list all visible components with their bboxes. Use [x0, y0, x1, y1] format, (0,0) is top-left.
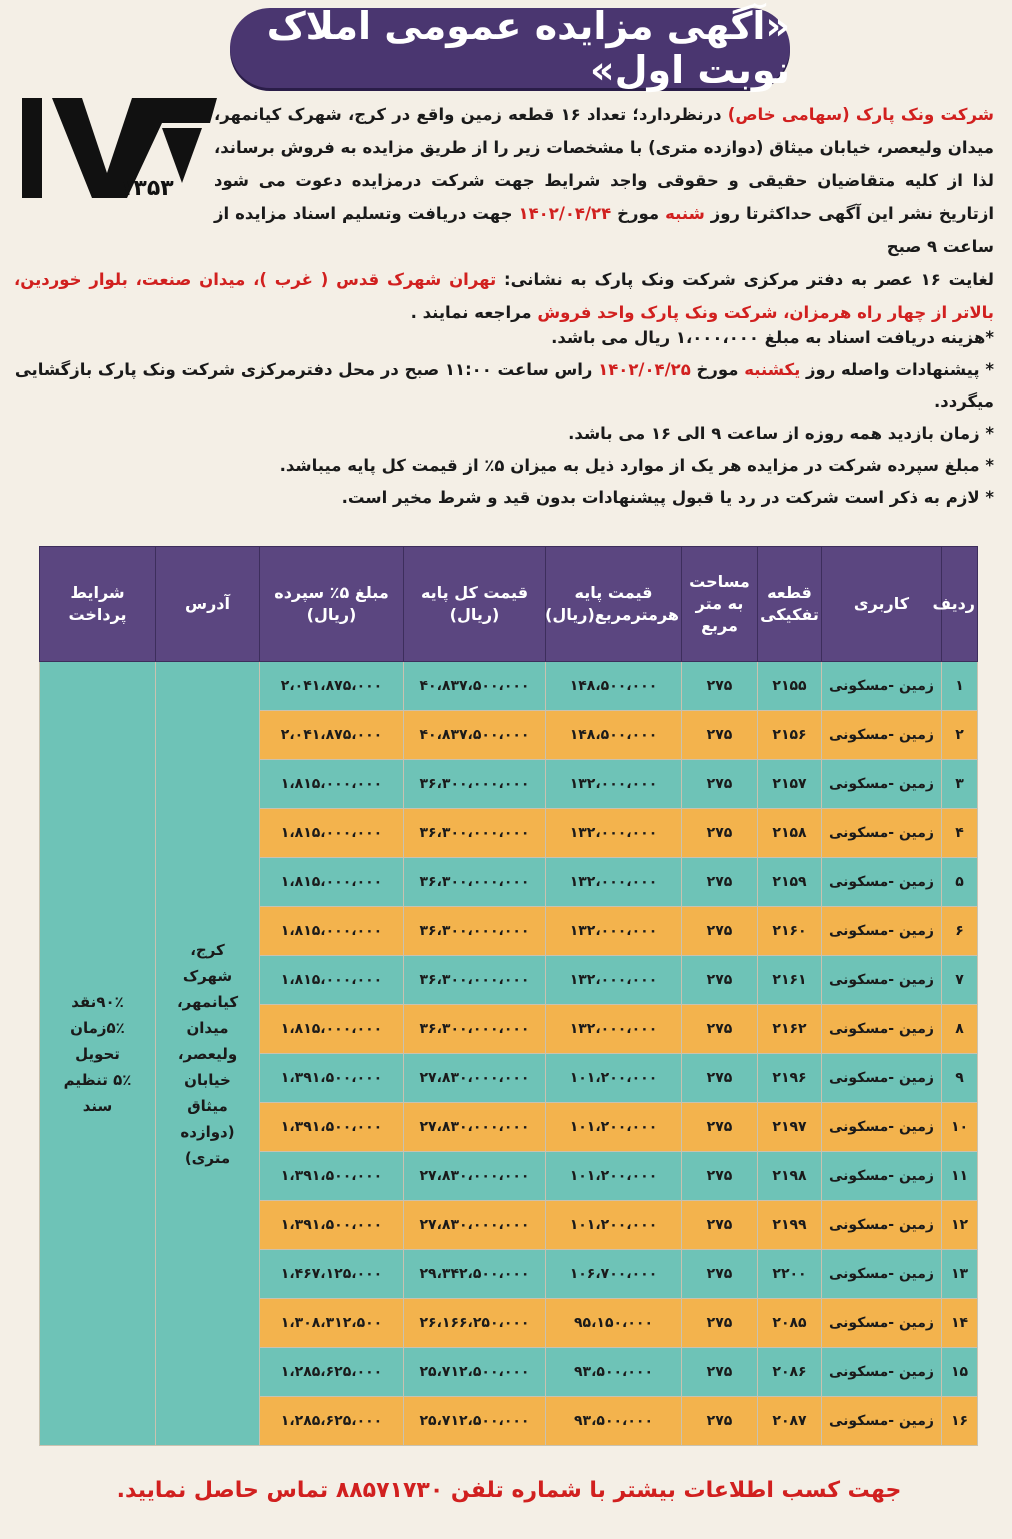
- total-price-cell: ۲۷،۸۳۰،۰۰۰،۰۰۰: [404, 1054, 546, 1103]
- usage-cell: زمین -مسکونی: [822, 1397, 942, 1446]
- deposit-cell: ۱،۸۱۵،۰۰۰،۰۰۰: [260, 956, 404, 1005]
- base-price-cell: ۱۴۸،۵۰۰،۰۰۰: [546, 662, 682, 711]
- company-logo: [12, 88, 222, 208]
- total-price-cell: ۳۶،۳۰۰،۰۰۰،۰۰۰: [404, 760, 546, 809]
- area-cell: ۲۷۵: [682, 1054, 758, 1103]
- deposit-cell: ۱،۳۹۱،۵۰۰،۰۰۰: [260, 1103, 404, 1152]
- deposit-cell: ۱،۳۹۱،۵۰۰،۰۰۰: [260, 1201, 404, 1250]
- auction-table-wrap: [40, 546, 978, 1472]
- usage-cell: زمین -مسکونی: [822, 1299, 942, 1348]
- plot-cell: ۲۱۹۹: [758, 1201, 822, 1250]
- base-price-cell: ۱۰۱،۲۰۰،۰۰۰: [546, 1103, 682, 1152]
- base-price-cell: ۱۳۲،۰۰۰،۰۰۰: [546, 1005, 682, 1054]
- base-price-cell: ۱۳۲،۰۰۰،۰۰۰: [546, 858, 682, 907]
- deposit-cell: ۱،۸۱۵،۰۰۰،۰۰۰: [260, 907, 404, 956]
- header-total-price: قیمت کل پایه (ریال): [404, 547, 546, 662]
- row-number: ۶: [942, 907, 978, 956]
- area-cell: ۲۷۵: [682, 858, 758, 907]
- row-number: ۹: [942, 1054, 978, 1103]
- base-price-cell: ۱۳۲،۰۰۰،۰۰۰: [546, 809, 682, 858]
- deposit-cell: ۱،۸۱۵،۰۰۰،۰۰۰: [260, 1005, 404, 1054]
- footer-contact: جهت کسب اطلاعات بیشتر با شماره تلفن ۸۸۵۷۱۷۳۰ تماس حاصل نمایید.: [116, 1478, 902, 1503]
- opening-date: ۱۴۰۲/۰۴/۲۵: [598, 360, 691, 379]
- total-price-cell: ۳۶،۳۰۰،۰۰۰،۰۰۰: [404, 956, 546, 1005]
- header-plot: قطعه تفکیکی: [758, 547, 822, 662]
- plot-cell: ۲۱۹۸: [758, 1152, 822, 1201]
- deadline-day: شنبه: [665, 204, 705, 223]
- header-address: آدرس: [156, 547, 260, 662]
- deposit-cell: ۱،۸۱۵،۰۰۰،۰۰۰: [260, 809, 404, 858]
- base-price-cell: ۱۰۱،۲۰۰،۰۰۰: [546, 1152, 682, 1201]
- base-price-cell: ۱۳۲،۰۰۰،۰۰۰: [546, 760, 682, 809]
- payment-terms-cell: ۹۰٪نقد ۵٪زمان تحویل ۵٪ تنظیم سند: [40, 662, 156, 1446]
- page-title: «آگهی مزایده عمومی املاک نوبت اول»: [266, 4, 790, 92]
- office-address: تهران شهرک قدس ( غرب )، میدان صنعت، بلوار خوردین، بالاتر از چهار راه هرمزان، شرکت ونک پارک واحد فروش: [14, 270, 994, 322]
- plot-cell: ۲۱۵۶: [758, 711, 822, 760]
- total-price-cell: ۴۰،۸۳۷،۵۰۰،۰۰۰: [404, 711, 546, 760]
- row-number: ۸: [942, 1005, 978, 1054]
- plot-cell: ۲۱۵۷: [758, 760, 822, 809]
- usage-cell: زمین -مسکونی: [822, 956, 942, 1005]
- area-cell: ۲۷۵: [682, 1005, 758, 1054]
- usage-cell: زمین -مسکونی: [822, 1201, 942, 1250]
- table-row: [40, 662, 978, 711]
- total-price-cell: ۳۶،۳۰۰،۰۰۰،۰۰۰: [404, 907, 546, 956]
- plot-cell: ۲۱۹۶: [758, 1054, 822, 1103]
- total-price-cell: ۳۶،۳۰۰،۰۰۰،۰۰۰: [404, 858, 546, 907]
- company-name: شرکت ونک پارک (سهامی خاص): [727, 105, 994, 124]
- address-cell: کرج، شهرک کیانمهر، میدان ولیعصر، خیابان میثاق (دوازده متری): [156, 662, 260, 1446]
- base-price-cell: ۹۳،۵۰۰،۰۰۰: [546, 1348, 682, 1397]
- usage-cell: زمین -مسکونی: [822, 1348, 942, 1397]
- row-number: ۱۴: [942, 1299, 978, 1348]
- base-price-cell: ۱۳۲،۰۰۰،۰۰۰: [546, 956, 682, 1005]
- plot-cell: ۲۱۶۱: [758, 956, 822, 1005]
- note-opening-text-b: مورخ: [690, 360, 745, 379]
- deposit-cell: ۱،۳۰۸،۳۱۲،۵۰۰: [260, 1299, 404, 1348]
- plot-cell: ۲۰۸۷: [758, 1397, 822, 1446]
- area-cell: ۲۷۵: [682, 1152, 758, 1201]
- intro-paragraph: [214, 98, 994, 263]
- area-cell: ۲۷۵: [682, 711, 758, 760]
- deposit-cell: ۱،۲۸۵،۶۲۵،۰۰۰: [260, 1348, 404, 1397]
- plot-cell: ۲۱۶۲: [758, 1005, 822, 1054]
- base-price-cell: ۱۴۸،۵۰۰،۰۰۰: [546, 711, 682, 760]
- total-price-cell: ۲۶،۱۶۶،۲۵۰،۰۰۰: [404, 1299, 546, 1348]
- row-number: ۱۳: [942, 1250, 978, 1299]
- intro-text-4: لغایت ۱۶ عصر به دفتر مرکزی شرکت ونک پارک به نشانی:: [496, 270, 994, 289]
- area-cell: ۲۷۵: [682, 1103, 758, 1152]
- row-number: ۳: [942, 760, 978, 809]
- title-banner: [230, 4, 790, 92]
- row-number: ۷: [942, 956, 978, 1005]
- row-number: ۱۱: [942, 1152, 978, 1201]
- intro-text-1: درنظردارد؛ تعداد ۱۶ قطعه زمین واقع در کرج، شهرک کیانمهر، میدان ولیعصر، خیابان میثاق (دوازده متری) با مشخصات زیر را از طریق مزایده به فروش برساند، لذا از کلیه متقاضیان حقیقی و حقوقی واجد شرایط جهت شرکت درمزایده دعوت می شود ازتاریخ نشر این آگهی حداکثرتا روز: [214, 105, 994, 223]
- row-number: ۱۶: [942, 1397, 978, 1446]
- usage-cell: زمین -مسکونی: [822, 1103, 942, 1152]
- area-cell: ۲۷۵: [682, 1250, 758, 1299]
- base-price-cell: ۱۰۶،۷۰۰،۰۰۰: [546, 1250, 682, 1299]
- plot-cell: ۲۱۵۸: [758, 809, 822, 858]
- total-price-cell: ۴۰،۸۳۷،۵۰۰،۰۰۰: [404, 662, 546, 711]
- note-opening-text-c: راس ساعت ۱۱:۰۰ صبح در محل دفترمرکزی شرکت ونک پارک بازگشایی میگردد.: [14, 360, 994, 411]
- plot-cell: ۲۱۶۰: [758, 907, 822, 956]
- row-number: ۱: [942, 662, 978, 711]
- note-fee: *هزینه دریافت اسناد به مبلغ ۱،۰۰۰،۰۰۰ ریال می باشد.: [551, 328, 994, 347]
- total-price-cell: ۲۷،۸۳۰،۰۰۰،۰۰۰: [404, 1103, 546, 1152]
- area-cell: ۲۷۵: [682, 1201, 758, 1250]
- plot-cell: ۲۰۸۵: [758, 1299, 822, 1348]
- area-cell: ۲۷۵: [682, 956, 758, 1005]
- plot-cell: ۲۲۰۰: [758, 1250, 822, 1299]
- note-deposit: * مبلغ سپرده شرکت در مزایده هر یک از موارد ذیل به میزان ۵٪ از قیمت کل پایه میباشد.: [279, 456, 994, 475]
- plot-cell: ۲۰۸۶: [758, 1348, 822, 1397]
- total-price-cell: ۲۵،۷۱۲،۵۰۰،۰۰۰: [404, 1397, 546, 1446]
- table-body: [40, 662, 978, 1446]
- note-opening: [14, 354, 994, 418]
- row-number: ۱۵: [942, 1348, 978, 1397]
- logo-year: ۱۳۵۳: [120, 176, 174, 201]
- notes-list: [14, 322, 994, 514]
- plot-cell: ۲۱۹۷: [758, 1103, 822, 1152]
- area-cell: ۲۷۵: [682, 662, 758, 711]
- total-price-cell: ۲۷،۸۳۰،۰۰۰،۰۰۰: [404, 1201, 546, 1250]
- header-deposit: مبلغ ۵٪ سپرده (ریال): [260, 547, 404, 662]
- total-price-cell: ۳۶،۳۰۰،۰۰۰،۰۰۰: [404, 809, 546, 858]
- deposit-cell: ۲،۰۴۱،۸۷۵،۰۰۰: [260, 711, 404, 760]
- usage-cell: زمین -مسکونی: [822, 662, 942, 711]
- total-price-cell: ۲۵،۷۱۲،۵۰۰،۰۰۰: [404, 1348, 546, 1397]
- header-row-number: ردیف: [942, 547, 978, 662]
- deposit-cell: ۱،۲۸۵،۶۲۵،۰۰۰: [260, 1397, 404, 1446]
- base-price-cell: ۹۳،۵۰۰،۰۰۰: [546, 1397, 682, 1446]
- plot-cell: ۲۱۵۵: [758, 662, 822, 711]
- row-number: ۵: [942, 858, 978, 907]
- usage-cell: زمین -مسکونی: [822, 1005, 942, 1054]
- intro-text-2: مورخ: [611, 204, 666, 223]
- note-rights: * لازم به ذکر است شرکت در رد یا قبول پیشنهادات بدون قید و شرط مخیر است.: [341, 488, 994, 507]
- usage-cell: زمین -مسکونی: [822, 809, 942, 858]
- total-price-cell: ۲۹،۳۴۲،۵۰۰،۰۰۰: [404, 1250, 546, 1299]
- row-number: ۲: [942, 711, 978, 760]
- deposit-cell: ۱،۴۶۷،۱۲۵،۰۰۰: [260, 1250, 404, 1299]
- header-usage: کاربری: [822, 547, 942, 662]
- intro-text-5: مراجعه نمایند .: [410, 303, 538, 322]
- usage-cell: زمین -مسکونی: [822, 1054, 942, 1103]
- area-cell: ۲۷۵: [682, 907, 758, 956]
- header-area: مساحت به متر مربع: [682, 547, 758, 662]
- row-number: ۴: [942, 809, 978, 858]
- deposit-cell: ۱،۸۱۵،۰۰۰،۰۰۰: [260, 858, 404, 907]
- row-number: ۱۰: [942, 1103, 978, 1152]
- deposit-cell: ۱،۳۹۱،۵۰۰،۰۰۰: [260, 1054, 404, 1103]
- usage-cell: زمین -مسکونی: [822, 760, 942, 809]
- note-visit: * زمان بازدید همه روزه از ساعت ۹ الی ۱۶ می باشد.: [568, 424, 994, 443]
- base-price-cell: ۱۳۲،۰۰۰،۰۰۰: [546, 907, 682, 956]
- deposit-cell: ۱،۸۱۵،۰۰۰،۰۰۰: [260, 760, 404, 809]
- row-number: ۱۲: [942, 1201, 978, 1250]
- header-base-price: قیمت پایه هرمترمربع(ریال): [546, 547, 682, 662]
- usage-cell: زمین -مسکونی: [822, 1152, 942, 1201]
- total-price-cell: ۲۷،۸۳۰،۰۰۰،۰۰۰: [404, 1152, 546, 1201]
- note-opening-text-a: * پیشنهادات واصله روز: [800, 360, 994, 379]
- usage-cell: زمین -مسکونی: [822, 907, 942, 956]
- intro-text-3: جهت دریافت وتسلیم اسناد مزایده از ساعت ۹ صبح: [214, 204, 994, 256]
- deadline-date: ۱۴۰۲/۰۴/۲۴: [518, 204, 612, 223]
- base-price-cell: ۱۰۱،۲۰۰،۰۰۰: [546, 1054, 682, 1103]
- area-cell: ۲۷۵: [682, 809, 758, 858]
- plot-cell: ۲۱۵۹: [758, 858, 822, 907]
- area-cell: ۲۷۵: [682, 760, 758, 809]
- header-payment: شرایط پرداخت: [40, 547, 156, 662]
- deposit-cell: ۱،۳۹۱،۵۰۰،۰۰۰: [260, 1152, 404, 1201]
- usage-cell: زمین -مسکونی: [822, 1250, 942, 1299]
- area-cell: ۲۷۵: [682, 1397, 758, 1446]
- usage-cell: زمین -مسکونی: [822, 711, 942, 760]
- area-cell: ۲۷۵: [682, 1348, 758, 1397]
- base-price-cell: ۹۵،۱۵۰،۰۰۰: [546, 1299, 682, 1348]
- area-cell: ۲۷۵: [682, 1299, 758, 1348]
- intro-address-paragraph: [14, 263, 994, 329]
- usage-cell: زمین -مسکونی: [822, 858, 942, 907]
- deposit-cell: ۲،۰۴۱،۸۷۵،۰۰۰: [260, 662, 404, 711]
- auction-table: [39, 546, 978, 1446]
- base-price-cell: ۱۰۱،۲۰۰،۰۰۰: [546, 1201, 682, 1250]
- total-price-cell: ۳۶،۳۰۰،۰۰۰،۰۰۰: [404, 1005, 546, 1054]
- table-header-row: [40, 547, 978, 662]
- opening-day: یکشنبه: [744, 360, 801, 379]
